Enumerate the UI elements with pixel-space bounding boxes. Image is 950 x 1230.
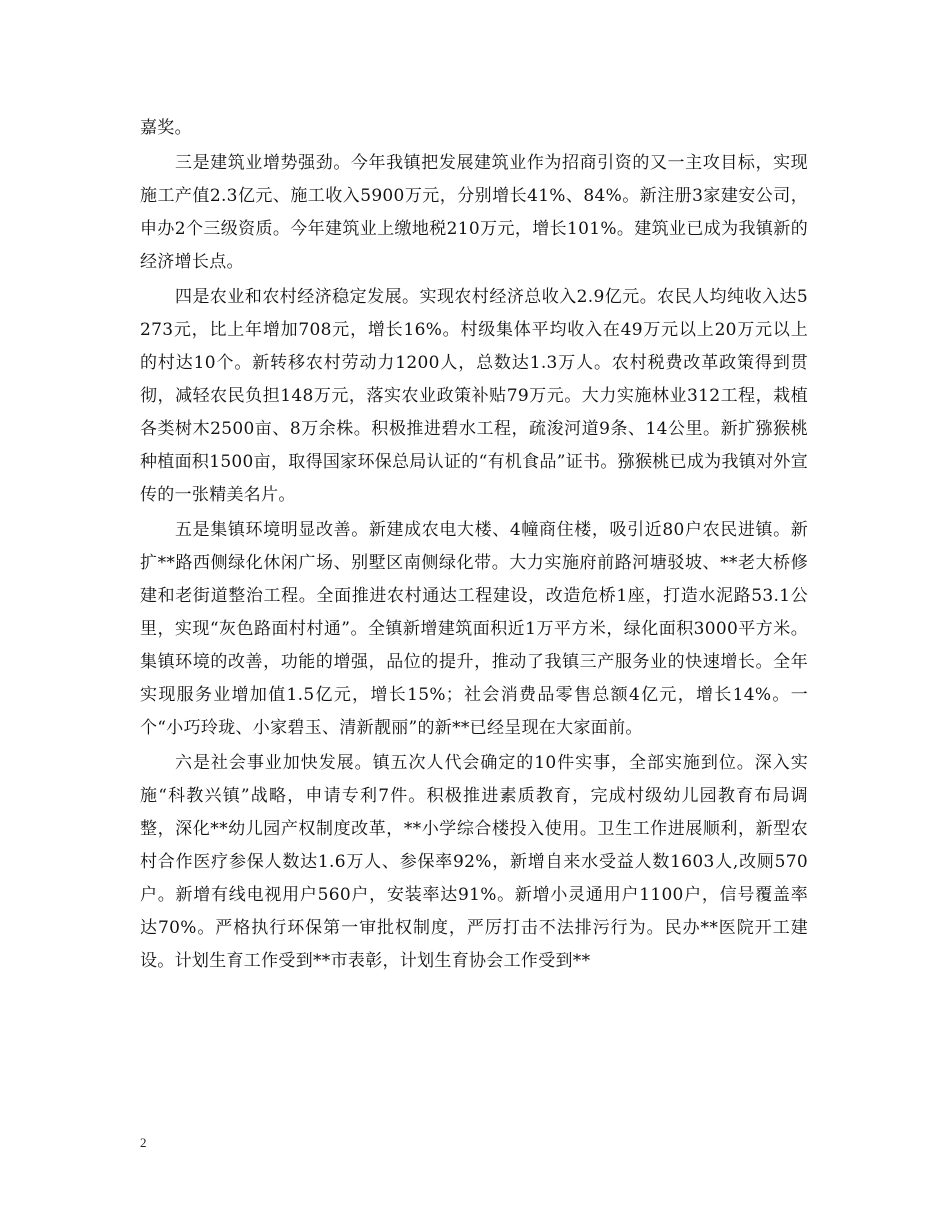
paragraph-agriculture: 四是农业和农村经济稳定发展。实现农村经济总收入2.9亿元。农民人均纯收入达5273元，比上年增加708元，增长16%。村级集体平均收入在49万元以上20万元以上的村达10个。新转移农村劳动力1200人，总数达1.3万人。农村税费改革政策得到贯彻，减轻农民负担148万元，落实农业政策补贴79万元。大力实施林业312工程，栽植各类树木2500亩、8万余株。积极推进碧水工程，疏浚河道9条、14公里。新扩猕猴桃种植面积1500亩，取得国家环保总局认证的“有机食品”证书。猕猴桃已成为我镇对外宣传的一张精美名片。 <box>140 287 808 505</box>
paragraph-social-affairs: 六是社会事业加快发展。镇五次人代会确定的10件实事，全部实施到位。深入实施“科教兴镇”战略，申请专利7件。积极推进素质教育，完成村级幼儿园教育布局调整，深化**幼儿园产权制度改革，**小学综合楼投入使用。卫生工作进展顺利，新型农村合作医疗参保人数达1.6万人、参保率92%，新增自来水受益人数1603人,改厕570户。新增有线电视用户560户，安装率达91%。新增小灵通用户1100户，信号覆盖率达70%。严格执行环保第一审批权制度，严厉打击不法排污行为。民办**医院开工建设。计划生育工作受到**市表彰，计划生育协会工作受到** <box>140 753 808 971</box>
document-body <box>140 112 808 978</box>
paragraph-continuation: 嘉奖。 <box>140 118 192 138</box>
paragraph-town-environment: 五是集镇环境明显改善。新建成农电大楼、4幢商住楼，吸引近80户农民进镇。新扩**路西侧绿化休闲广场、别墅区南侧绿化带。大力实施府前路河塘驳坡、**老大桥修建和老街道整治工程。全面推进农村通达工程建设，改造危桥1座，打造水泥路53.1公里，实现“灰色路面村村通”。全镇新增建筑面积近1万平方米，绿化面积3000平方米。集镇环境的改善，功能的增强，品位的提升，推动了我镇三产服务业的快速增长。全年实现服务业增加值1.5亿元，增长15%；社会消费品零售总额4亿元，增长14%。一个“小巧玲珑、小家碧玉、清新靓丽”的新**已经呈现在大家面前。 <box>140 520 808 738</box>
paragraph-construction: 三是建筑业增势强劲。今年我镇把发展建筑业作为招商引资的又一主攻目标，实现施工产值2.3亿元、施工收入5900万元，分别增长41%、84%。新注册3家建安公司，申办2个三级资质。今年建筑业上缴地税210万元，增长101%。建筑业已成为我镇新的经济增长点。 <box>140 153 808 272</box>
page-number: 2 <box>140 1135 147 1150</box>
